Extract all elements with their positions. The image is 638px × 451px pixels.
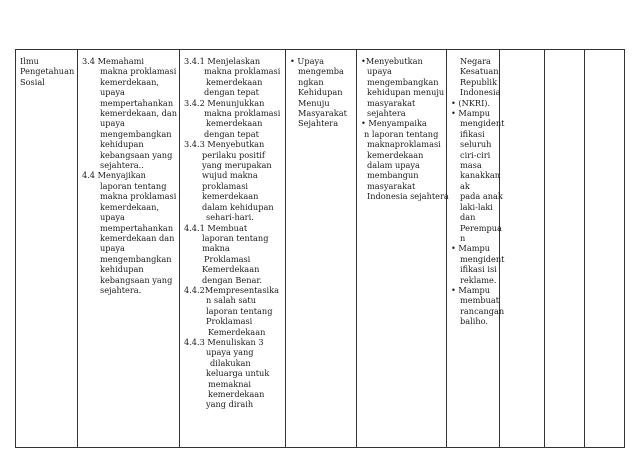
subject-line: Ilmu bbox=[20, 56, 39, 66]
cell-line: ak bbox=[460, 180, 470, 191]
cell-line: laporan tentang bbox=[100, 180, 167, 191]
cell-line: ngkan bbox=[298, 76, 324, 87]
cell-line: 3.4.3 Menyebutkan bbox=[184, 139, 265, 150]
cell-line: sejahtera.. bbox=[100, 160, 144, 171]
cell-line: 4.4.3 Menuliskan 3 bbox=[184, 336, 264, 347]
material-lines bbox=[290, 56, 353, 129]
cell-line: kebangsaan yang bbox=[100, 149, 173, 160]
cell-line: kemerdekaan dan bbox=[100, 232, 175, 243]
cell-line: 4.4 Menyajikan bbox=[82, 170, 146, 181]
cell-line: • Menyampaika bbox=[361, 118, 427, 129]
cell-line: dengan tepat bbox=[204, 87, 259, 98]
cell-line: kemerdekaan bbox=[202, 191, 259, 202]
cell-line: ciri-ciri bbox=[460, 149, 491, 160]
cell-line: membangun bbox=[367, 170, 419, 181]
cell-line: laporan tentang bbox=[202, 232, 269, 243]
cell-line: dilakukan bbox=[210, 357, 251, 368]
cell-line: dalam kehidupan bbox=[202, 201, 274, 212]
cell-line: upaya bbox=[367, 66, 392, 77]
cell-line: seluruh bbox=[460, 139, 492, 150]
cell-line: n salah satu bbox=[206, 295, 256, 306]
cell-line: masa bbox=[460, 160, 482, 171]
cell-line: baliho. bbox=[460, 316, 489, 327]
indicator-lines bbox=[184, 56, 282, 410]
cell-line: memaknai bbox=[208, 378, 251, 389]
cell-line: kemerdekaan bbox=[367, 149, 424, 160]
empty-cell bbox=[500, 50, 545, 448]
cell-line: makna proklamasi bbox=[100, 191, 177, 202]
lesson-plan-table bbox=[15, 49, 625, 448]
cell-line: proklamasi bbox=[202, 180, 249, 191]
assessment-cell bbox=[447, 50, 505, 448]
cell-line: upaya bbox=[100, 243, 125, 254]
cell-line: rancangan bbox=[460, 305, 505, 316]
cell-line: ifikasi isi bbox=[460, 264, 497, 275]
cell-line: makna proklamasi bbox=[100, 66, 177, 77]
cell-line: pada anak bbox=[460, 191, 503, 202]
cell-line: 3.4 Memahami bbox=[82, 56, 145, 66]
cell-line: n laporan tentang bbox=[364, 128, 439, 139]
cell-line: •Menyebutkan bbox=[361, 56, 423, 66]
subject-line: Pengetahuan bbox=[20, 66, 75, 77]
cell-line: kemerdekaan bbox=[206, 76, 263, 87]
cell-line: Negara bbox=[460, 56, 491, 66]
cell-line: masyarakat bbox=[367, 97, 416, 108]
subject-line: Sosial bbox=[20, 76, 45, 87]
cell-line: yang diraih bbox=[206, 399, 254, 410]
cell-line: sejahtera bbox=[367, 108, 406, 119]
cell-line: makna proklamasi bbox=[204, 66, 281, 77]
cell-line: reklame. bbox=[460, 274, 497, 285]
cell-line: Perempua bbox=[460, 222, 502, 233]
cell-line: wujud makna bbox=[202, 170, 258, 181]
cell-line: Republik bbox=[460, 76, 497, 87]
cell-line: Sejahtera bbox=[298, 118, 339, 129]
empty-cell bbox=[585, 50, 625, 448]
material-cell bbox=[286, 50, 357, 448]
competency-cell bbox=[78, 50, 180, 448]
cell-line: Masyarakat bbox=[298, 108, 347, 119]
cell-line: upaya yang bbox=[206, 347, 254, 358]
cell-line: 3.4.1 Menjelaskan bbox=[184, 56, 261, 66]
cell-line: kebangsaan yang bbox=[100, 274, 173, 285]
cell-line: Indonesia bbox=[460, 87, 501, 98]
cell-line: • Mampu bbox=[451, 284, 490, 295]
cell-line: masyarakat bbox=[367, 180, 416, 191]
cell-line: kehidupan menuju bbox=[367, 87, 445, 98]
cell-line: mempertahankan bbox=[100, 97, 174, 108]
cell-line: 3.4.2 Menunjukkan bbox=[184, 97, 265, 108]
cell-line: Kehidupan bbox=[298, 87, 343, 98]
cell-line: • Mampu bbox=[451, 108, 490, 119]
cell-line: sehari-hari. bbox=[206, 212, 254, 223]
cell-line: Proklamasi bbox=[204, 253, 251, 264]
cell-line: mengident bbox=[460, 253, 505, 264]
cell-line: kemerdekaan, bbox=[100, 201, 160, 212]
cell-line: kehidupan bbox=[100, 264, 144, 275]
cell-line: 4.4.1 Membuat bbox=[184, 222, 248, 233]
cell-line: yang merupakan bbox=[202, 160, 272, 171]
cell-line: Menuju bbox=[298, 97, 330, 108]
cell-line: upaya bbox=[100, 212, 125, 223]
cell-line: mengemba bbox=[298, 66, 344, 77]
cell-line: upaya bbox=[100, 118, 125, 129]
assessment-lines bbox=[451, 56, 505, 327]
cell-line: Proklamasi bbox=[206, 316, 253, 327]
cell-line: perilaku positif bbox=[202, 149, 265, 160]
table-row bbox=[16, 50, 625, 448]
cell-line: dan bbox=[460, 212, 476, 223]
cell-line: Kemerdekaan bbox=[208, 326, 266, 337]
cell-line: dengan Benar. bbox=[202, 274, 262, 285]
cell-line: mempertahankan bbox=[100, 222, 174, 233]
cell-line: Kesatuan bbox=[460, 66, 499, 77]
cell-line: ifikasi bbox=[460, 128, 485, 139]
cell-line: kanakkan bbox=[460, 170, 501, 181]
cell-line: kemerdekaan bbox=[206, 118, 263, 129]
cell-line: 4.4.2Mempresentasika bbox=[184, 284, 279, 295]
cell-line: • Upaya bbox=[290, 56, 324, 66]
cell-line: mengembangkan bbox=[367, 76, 439, 87]
cell-line: makna bbox=[202, 243, 230, 254]
cell-line: membuat bbox=[460, 295, 500, 306]
cell-line: kemerdekaan, bbox=[100, 76, 160, 87]
cell-line: keluarga untuk bbox=[206, 368, 270, 379]
activity-cell bbox=[357, 50, 447, 448]
cell-line: Indonesia sejahtera bbox=[367, 191, 449, 202]
cell-line: n bbox=[460, 232, 466, 243]
competency-lines bbox=[82, 56, 176, 295]
indicator-cell bbox=[180, 50, 286, 448]
cell-line: mengembangkan bbox=[100, 253, 172, 264]
cell-line: makna proklamasi bbox=[204, 108, 281, 119]
cell-line: mengembangkan bbox=[100, 128, 172, 139]
cell-line: sejahtera. bbox=[100, 284, 142, 295]
cell-line: mengident bbox=[460, 118, 505, 129]
cell-line: Kemerdekaan bbox=[202, 264, 260, 275]
empty-cell bbox=[545, 50, 585, 448]
activity-lines bbox=[361, 56, 449, 202]
cell-line: dengan tepat bbox=[204, 128, 259, 139]
cell-line: laporan tentang bbox=[206, 305, 273, 316]
cell-line: kemerdekaan, dan bbox=[100, 108, 178, 119]
cell-line: kemerdekaan bbox=[208, 389, 265, 399]
cell-line: dalam upaya bbox=[367, 160, 420, 171]
cell-line: laki-laki bbox=[460, 201, 493, 212]
cell-line: kehidupan bbox=[100, 139, 144, 150]
cell-line: • Mampu bbox=[451, 243, 490, 254]
cell-line: upaya bbox=[100, 87, 125, 98]
subject-cell bbox=[16, 50, 78, 448]
cell-line: • (NKRI). bbox=[451, 97, 491, 108]
cell-line: maknaproklamasi bbox=[367, 139, 441, 150]
